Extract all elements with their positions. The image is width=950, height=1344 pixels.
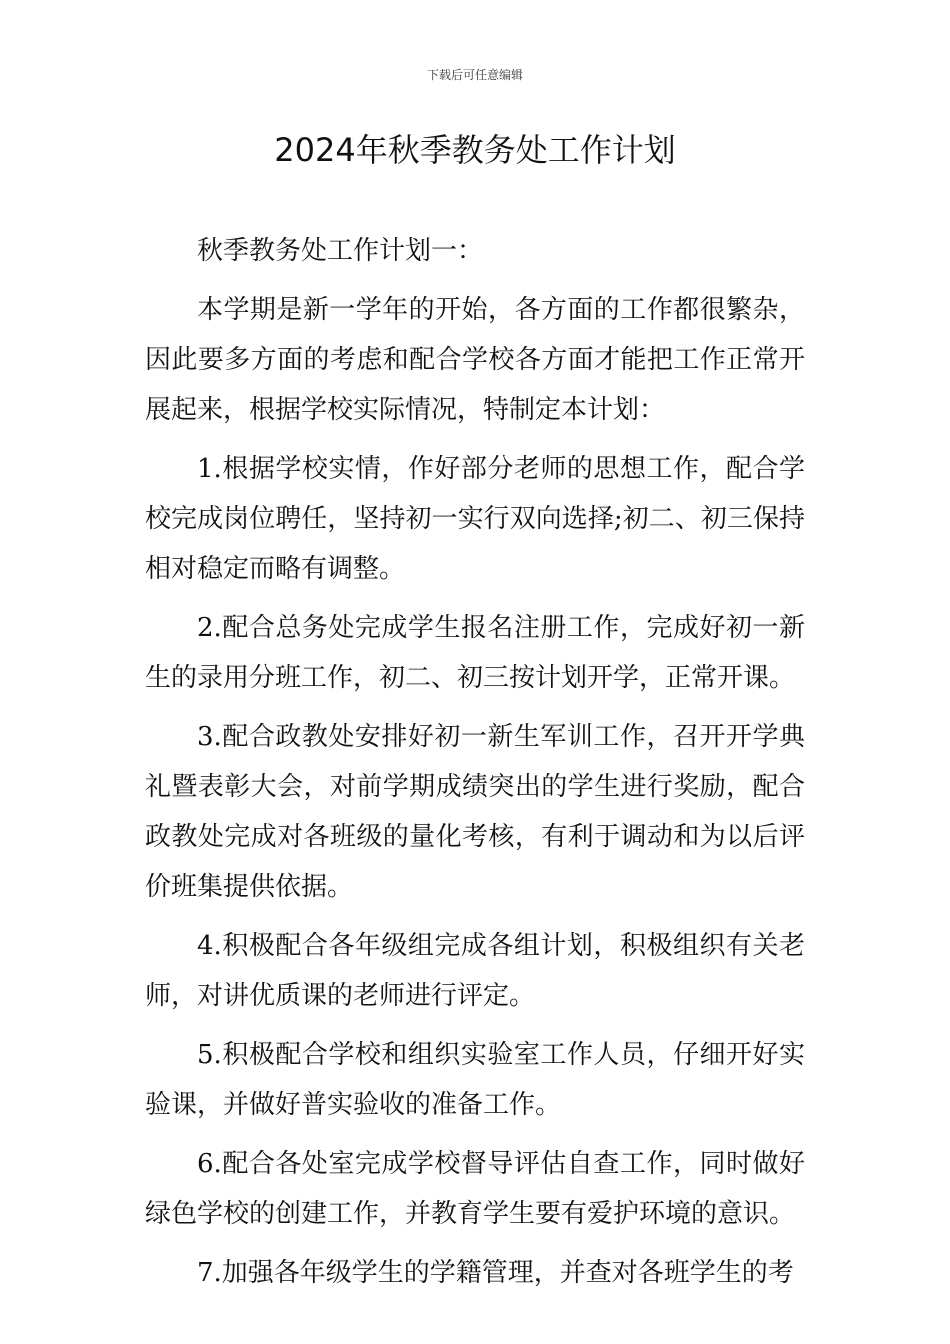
paragraph-item-2: 2.配合总务处完成学生报名注册工作，完成好初一新生的录用分班工作，初二、初三按计划开学，正常开课。	[145, 613, 805, 693]
header-note: 下载后可任意编辑	[426, 68, 523, 82]
paragraph-intro-heading: 秋季教务处工作计划一：	[197, 236, 484, 266]
paragraph-item-4: 4.积极配合各年级组完成各组计划，积极组织有关老师，对讲优质课的老师进行评定。	[145, 931, 805, 1011]
document-title: 2024年秋季教务处工作计划	[274, 131, 676, 169]
document-body	[145, 226, 805, 1307]
paragraph-item-1: 1.根据学校实情，作好部分老师的思想工作，配合学校完成岗位聘任，坚持初一实行双向选择;初二、初三保持相对稳定而略有调整。	[145, 454, 805, 584]
paragraph-intro: 本学期是新一学年的开始，各方面的工作都很繁杂，因此要多方面的考虑和配合学校各方面才能把工作正常开展起来，根据学校实际情况，特制定本计划：	[145, 295, 805, 425]
paragraph-item-3: 3.配合政教处安排好初一新生军训工作，召开开学典礼暨表彰大会，对前学期成绩突出的学生进行奖励，配合政教处完成对各班级的量化考核，有利于调动和为以后评价班集提供依据。	[145, 722, 805, 902]
paragraph-item-6: 6.配合各处室完成学校督导评估自查工作，同时做好绿色学校的创建工作，并教育学生要有爱护环境的意识。	[145, 1149, 805, 1229]
paragraph-item-7: 7.加强各年级学生的学籍管理，并查对各班学生的考	[197, 1258, 794, 1288]
paragraph-item-5: 5.积极配合学校和组织实验室工作人员，仔细开好实验课，并做好普实验收的准备工作。	[145, 1040, 805, 1120]
